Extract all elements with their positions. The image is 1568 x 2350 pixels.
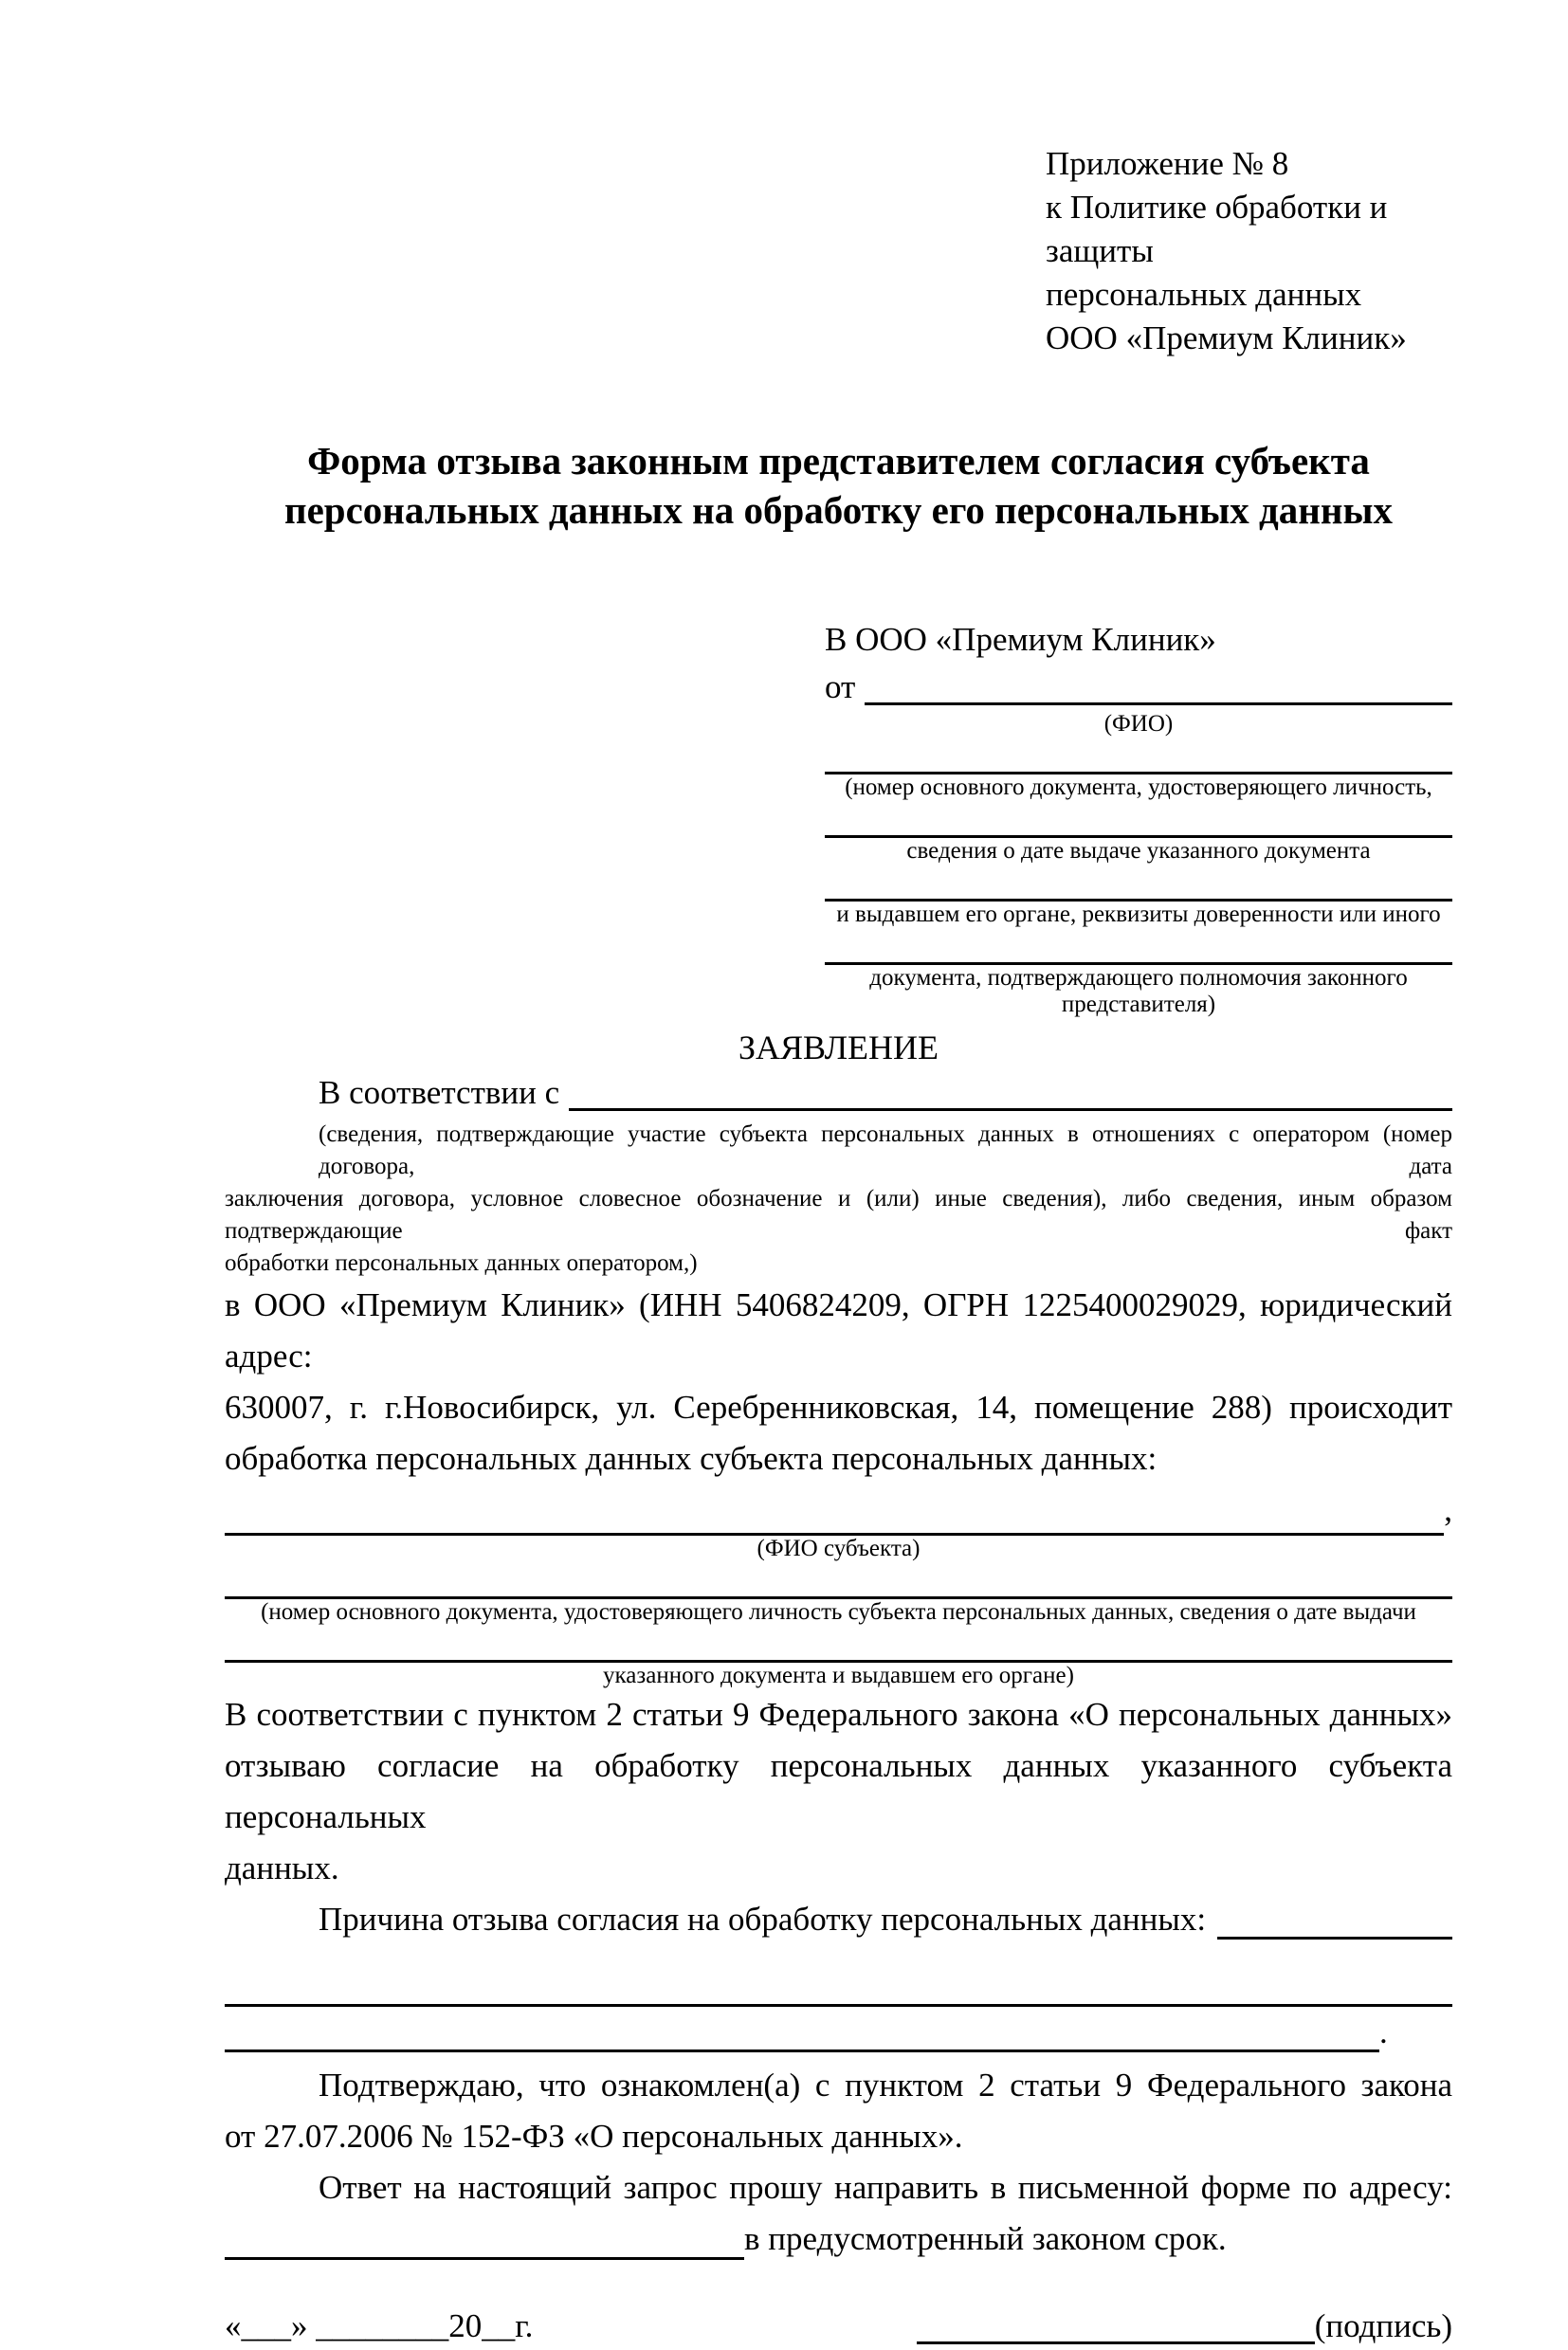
appendix-line: к Политике обработки и защиты (1046, 189, 1388, 269)
doc-number-field-line (825, 738, 1452, 774)
operator-paragraph (225, 1280, 1452, 1485)
from-field (825, 664, 1452, 711)
intro-caption-line: (сведения, подтверждающие участие субъекта персональных данных в отношениях с оператором (номер договора, дата (319, 1121, 1452, 1179)
intro-label: В соответствии с (319, 1074, 560, 1111)
title-line: Форма отзыва законным представителем согласия субъекта (307, 439, 1370, 483)
signature-caption: (подпись) (1314, 2307, 1452, 2344)
withdraw-paragraph-line: В соответствии с пунктом 2 статьи 9 Федерального закона «О персональных данных» (225, 1696, 1452, 1733)
reply-paragraph (225, 2162, 1452, 2213)
addressee-to: В ООО «Премиум Клиник» (825, 621, 1216, 658)
operator-paragraph-line: обработка персональных данных субъекта персональных данных: (225, 1440, 1158, 1477)
reason-field-line (1217, 1937, 1452, 1940)
reply-address-field-line (225, 2257, 744, 2260)
confirm-paragraph (225, 2060, 1452, 2162)
reason-field (225, 1894, 1452, 1945)
confirm-paragraph-line: Подтверждаю, что ознакомлен(а) с пунктом 2 статьи 9 Федерального закона (319, 2067, 1452, 2104)
subject-doc-caption: (номер основного документа, удостоверяющего личность субъекта персональных данных, сведения о дате выдачи (261, 1599, 1416, 1625)
subject-fio-caption: (ФИО субъекта) (757, 1536, 921, 1561)
subject-doc-field-line-2 (225, 1626, 1452, 1663)
intro-field-line (569, 1108, 1452, 1111)
representative-authority-caption: документа, подтверждающего полномочия законного представителя) (869, 965, 1408, 1017)
title-line: персональных данных на обработку его персональных данных (283, 488, 1394, 532)
addressee-block (825, 616, 1452, 1018)
signature-field-line (917, 2341, 1315, 2344)
issue-date-field-line (825, 801, 1452, 838)
reply-address-field (225, 2213, 1452, 2265)
appendix-line: Приложение № 8 (1046, 145, 1289, 182)
withdraw-paragraph-line: отзываю согласие на обработку персональных данных указанного субъекта персональных (225, 1747, 1452, 1835)
withdraw-paragraph-line: данных. (225, 1849, 339, 1886)
statement-heading: ЗАЯВЛЕНИЕ (738, 1029, 939, 1066)
intro-caption-line: обработки персональных данных оператором,) (225, 1250, 698, 1276)
operator-paragraph-line: 630007, г. г.Новосибирск, ул. Серебренниковская, 14, помещение 288) происходит (225, 1389, 1452, 1426)
representative-authority-field-line (825, 928, 1452, 965)
signature-field (917, 2303, 1452, 2350)
from-field-line (865, 702, 1452, 705)
intro-caption (225, 1119, 1452, 1280)
operator-paragraph-line: в ООО «Премиум Клиник» (ИНН 5406824209, ОГРН 1225400029029, юридический адрес: (225, 1286, 1452, 1375)
issue-date-caption: сведения о дате выдаче указанного документа (906, 838, 1371, 864)
issuing-authority-field-line (825, 865, 1452, 902)
appendix-line: персональных данных (1046, 276, 1362, 313)
doc-number-caption: (номер основного документа, удостоверяющего личность, (845, 774, 1432, 800)
withdraw-paragraph (225, 1689, 1452, 1894)
document-content (225, 142, 1452, 2350)
subject-fio-field (225, 1485, 1452, 1536)
appendix-line: ООО «Премиум Клиник» (1046, 319, 1407, 356)
reply-suffix: в предусмотренный законом срок. (744, 2220, 1227, 2257)
subject-fio-comma: , (1444, 1491, 1452, 1528)
footer-row (225, 2303, 1452, 2350)
intro-caption-line: заключения договора, условное словесное обозначение и (или) иные сведения), либо сведения, иным образом подтверждающие факт (225, 1186, 1452, 1244)
document-title (225, 436, 1452, 535)
fio-caption: (ФИО) (1103, 711, 1174, 737)
from-label: от (825, 668, 856, 705)
reason-blank-line-2 (225, 2007, 1452, 2058)
subject-fio-field-line (225, 1501, 1444, 1536)
subject-doc-field-line (225, 1562, 1452, 1599)
reason-blank-line-2-rule (225, 2013, 1379, 2052)
reply-paragraph-line: Ответ на настоящий запрос прошу направить в письменной форме по адресу: (319, 2169, 1452, 2206)
reason-blank-line-1 (225, 1964, 1452, 2007)
issuing-authority-caption: и выдавшем его органе, реквизиты доверенности или иного (836, 902, 1441, 927)
appendix-note (1046, 142, 1452, 360)
date-blank: «___» ________20__г. (225, 2307, 534, 2344)
reason-period: . (1379, 2013, 1388, 2050)
intro-field (225, 1069, 1452, 1117)
subject-doc-caption-2: указанного документа и выдавшем его органе) (603, 1663, 1074, 1688)
confirm-paragraph-line: от 27.07.2006 № 152-ФЗ «О персональных данных». (225, 2118, 963, 2155)
reason-label: Причина отзыва согласия на обработку персональных данных: (319, 1901, 1207, 1938)
